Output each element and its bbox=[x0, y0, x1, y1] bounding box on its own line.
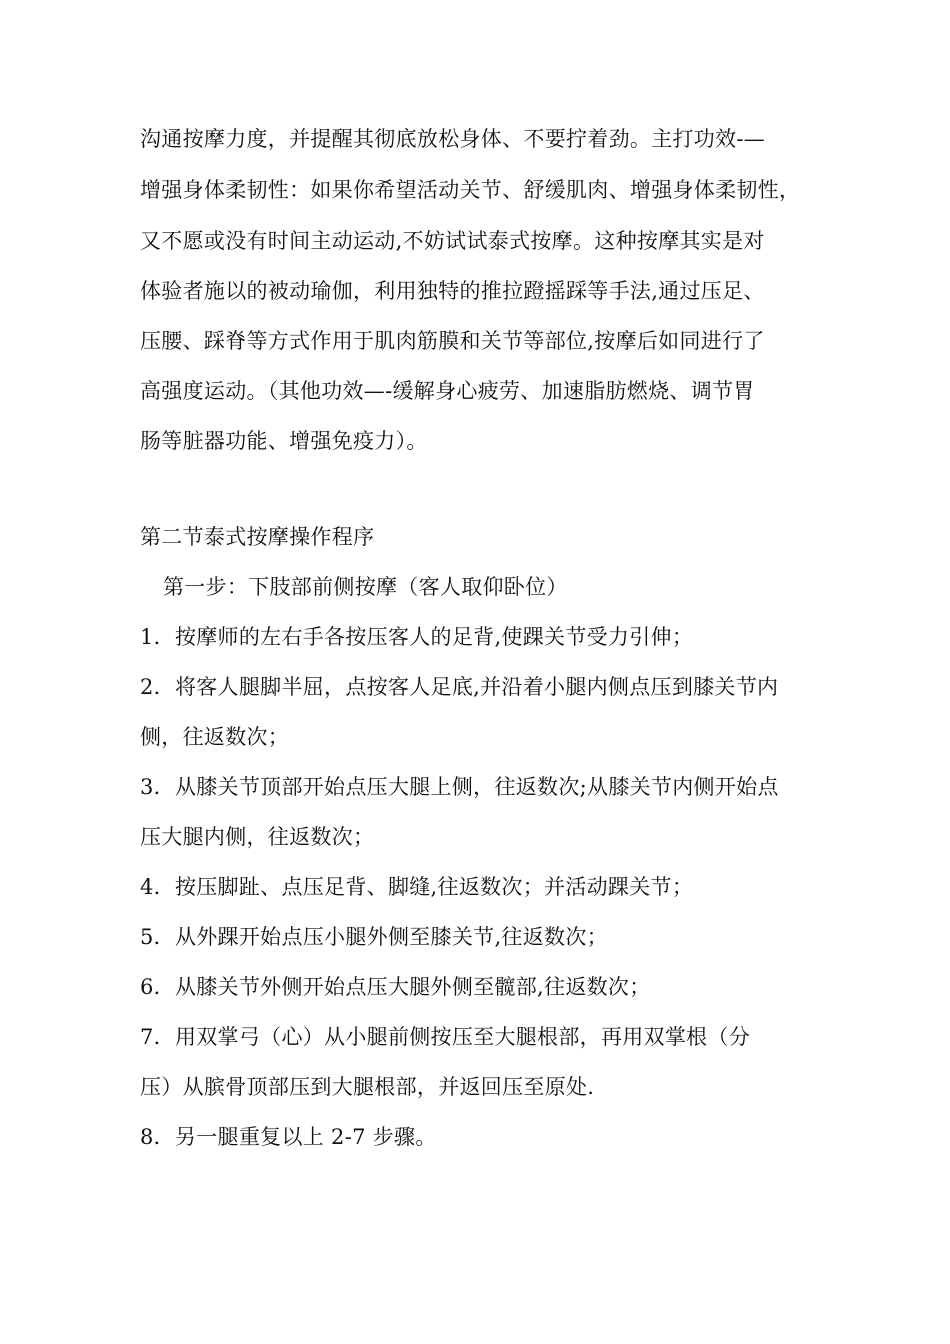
list-item: 3．从膝关节顶部开始点压大腿上侧，往返数次;从膝关节内侧开始点 bbox=[140, 775, 779, 799]
section-heading: 第二节泰式按摩操作程序 bbox=[140, 525, 375, 549]
paragraph-line: 增强身体柔韧性：如果你希望活动关节、舒缓肌肉、增强身体柔韧性， bbox=[140, 178, 801, 202]
step-title: 第一步：下肢部前侧按摩（客人取仰卧位） bbox=[163, 575, 568, 599]
list-item: 2．将客人腿脚半屈，点按客人足底,并沿着小腿内侧点压到膝关节内 bbox=[140, 675, 779, 699]
list-item: 侧，往返数次； bbox=[140, 725, 290, 749]
list-item: 8．另一腿重复以上 2-7 步骤。 bbox=[140, 1125, 437, 1149]
paragraph-line: 肠等脏器功能、增强免疫力）。 bbox=[140, 429, 428, 453]
list-item: 6．从膝关节外侧开始点压大腿外侧至髋部,往返数次； bbox=[140, 975, 651, 999]
paragraph-line: 压腰、踩脊等方式作用于肌肉筋膜和关节等部位,按摩后如同进行了 bbox=[140, 329, 765, 353]
paragraph-line: 高强度运动。（其他功效—-缓解身心疲劳、加速脂肪燃烧、调节胃 bbox=[140, 379, 755, 403]
list-item: 1．按摩师的左右手各按压客人的足背,使踝关节受力引伸； bbox=[140, 625, 694, 649]
list-item: 压）从膑骨顶部压到大腿根部，并返回压至原处. bbox=[140, 1075, 595, 1099]
list-item: 4．按压脚趾、点压足背、脚缝,往返数次；并活动踝关节； bbox=[140, 875, 694, 899]
list-item: 压大腿内侧，往返数次； bbox=[140, 825, 375, 849]
list-item: 5．从外踝开始点压小腿外侧至膝关节,往返数次； bbox=[140, 925, 608, 949]
paragraph-line: 体验者施以的被动瑜伽，利用独特的推拉蹬摇踩等手法,通过压足、 bbox=[140, 279, 765, 303]
paragraph-line: 又不愿或没有时间主动运动,不妨试试泰式按摩。这种按摩其实是对 bbox=[140, 229, 765, 253]
paragraph-line: 沟通按摩力度，并提醒其彻底放松身体、不要拧着劲。主打功效-— bbox=[140, 127, 766, 151]
list-item: 7．用双掌弓（心）从小腿前侧按压至大腿根部，再用双掌根（分 bbox=[140, 1025, 751, 1049]
